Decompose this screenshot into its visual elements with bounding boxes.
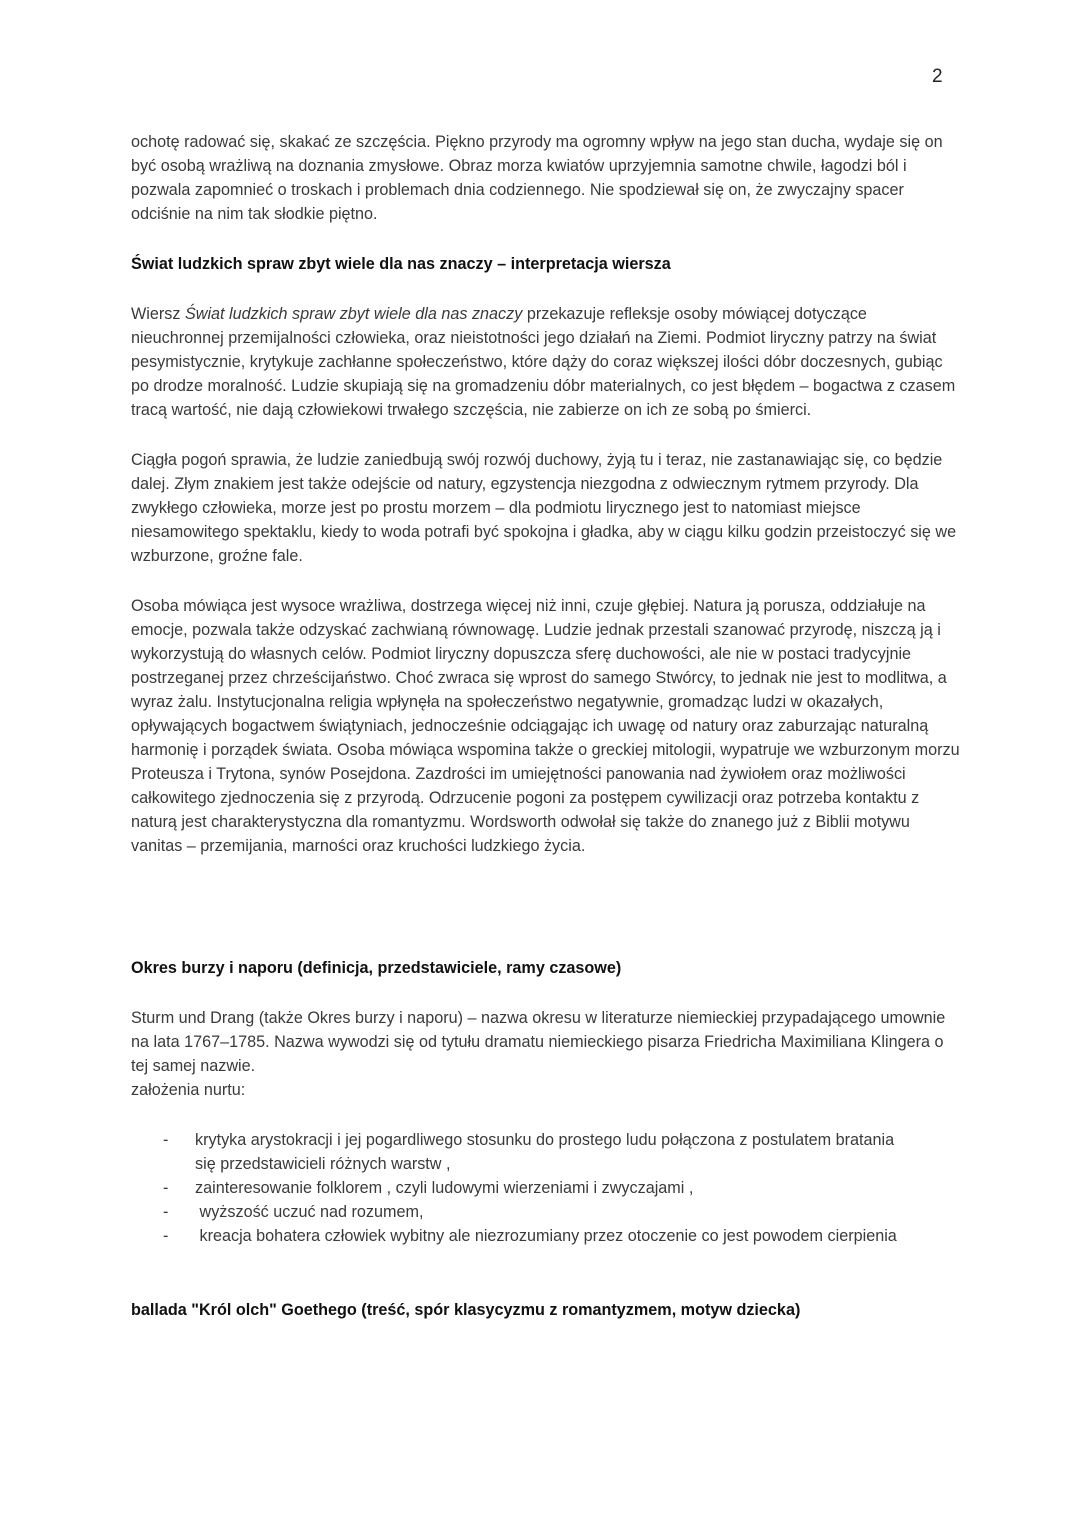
- bullet-dash: -: [163, 1179, 169, 1197]
- sturm-und-drang-intro: Sturm und Drang (także Okres burzy i naporu) – nazwa okresu w literaturze niemieckiej przypadającego umownie na lata 1767–1785. Nazwa wywodzi się od tytułu dramatu niemieckiego pisarza Friedricha Maximiliana Klingera o tej samej nazwie.: [131, 1009, 946, 1075]
- spacer: [131, 858, 961, 956]
- section-heading-poem-interpretation: Świat ludzkich spraw zbyt wiele dla nas znaczy – interpretacja wiersza: [131, 255, 671, 273]
- spacer: [131, 1248, 961, 1298]
- spacer: [131, 226, 961, 252]
- section-heading-sturm-und-drang: Okres burzy i naporu (definicja, przedstawiciele, ramy czasowe): [131, 959, 622, 977]
- list-item-text: zainteresowanie folklorem , czyli ludowymi wierzeniami i zwyczajami ,: [195, 1179, 694, 1197]
- list-item: [131, 1128, 905, 1176]
- interpretation-paragraph-2: Ciągła pogoń sprawia, że ludzie zaniedbują swój rozwój duchowy, żyją tu i teraz, nie zastanawiając się, co będzie dalej. Złym znakiem jest także odejście od natury, egzystencja niezgodna z odwiecznym rytmem przyrody. Dla zwykłego człowieka, morze jest po prostu morzem – dla podmiotu lirycznego jest to natomiast miejsce niesamowitego spektaklu, kiedy to woda potrafi być spokojna i gładka, aby w ciągu kilku godzin przeistoczyć się we wzburzone, groźne fale.: [131, 451, 957, 565]
- assumptions-label: założenia nurtu:: [131, 1081, 246, 1099]
- interpretation-paragraph-3: Osoba mówiąca jest wysoce wrażliwa, dostrzega więcej niż inni, czuje głębiej. Natura ją porusza, oddziałuje na emocje, pozwala także odzyskać zachwianą równowagę. Ludzie jednak przestali szanować przyrodę, niszczą ją i wykorzystują do własnych celów. Podmiot liryczny dopuszcza sferę duchowości, ale nie w postaci tradycyjnie postrzeganej przez chrześcijaństwo. Choć zwraca się wprost do samego Stwórcy, to jednak nie jest to modlitwa, a wyraz żalu. Instytucjonalna religia wpłynęła na społeczeństwo negatywnie, gromadząc ludzi w okazałych, opływających bogactwem świątyniach, jednocześnie odciągając ich uwagę od natury oraz zaburzając naturalną harmonię i porządek świata. Osoba mówiąca wspomina także o greckiej mitologii, wypatruje we wzburzonym morzu Proteusza i Trytona, synów Posejdona. Zazdrości im umiejętności panowania nad żywiołem oraz możliwości całkowitego zjednoczenia się z przyrodą. Odrzucenie pogoni za postępem cywilizacji oraz potrzeba kontaktu z naturą jest charakterystyczna dla romantyzmu. Wordsworth odwołał się także do znanego już z Biblii motywu vanitas – przemijania, marności oraz kruchości ludzkiego życia.: [131, 597, 960, 855]
- bullet-dash: -: [163, 1131, 169, 1149]
- spacer: [131, 276, 961, 302]
- continuation-paragraph: ochotę radować się, skakać ze szczęścia. Piękno przyrody ma ogromny wpływ na jego stan ducha, wydaje się on być osobą wrażliwą na doznania zmysłowe. Obraz morza kwiatów uprzyjemnia samotne chwile, łagodzi ból i pozwala zapomnieć o troskach i problemach dnia codziennego. Nie spodziewał się on, że zwyczajny spacer odciśnie na nim tak słodkie piętno.: [131, 133, 943, 223]
- spacer: [131, 422, 961, 448]
- list-item: [131, 1176, 905, 1200]
- list-item-text: krytyka arystokracji i jej pogardliwego stosunku do prostego ludu połączona z postulatem bratania się przedstawicieli różnych warstw ,: [195, 1131, 895, 1173]
- spacer: [131, 980, 961, 1006]
- poem-title: Świat ludzkich spraw zbyt wiele dla nas znaczy: [184, 305, 523, 323]
- spacer: [131, 1102, 961, 1128]
- bullet-dash: -: [163, 1227, 169, 1245]
- page-number: 2: [932, 66, 943, 87]
- paragraph-prefix: Wiersz: [131, 305, 185, 323]
- section-heading-erlking-ballad: ballada "Król olch" Goethego (treść, spór klasycyzmu z romantyzmem, motyw dziecka): [131, 1301, 801, 1319]
- spacer: [131, 568, 961, 594]
- paragraph-rest: przekazuje refleksje osoby mówiącej dotyczące nieuchronnej przemijalności człowieka, oraz nieistotności jego działań na Ziemi. Podmiot liryczny patrzy na świat pesymistycznie, krytykuje zachłanne społeczeństwo, które dąży do coraz większej ilości dóbr doczesnych, gubiąc po drodze moralność. Ludzie skupiają się na gromadzeniu dóbr materialnych, co jest błędem – bogactwa z czasem tracą wartość, nie dają człowiekowi trwałego szczęścia, nie zabierze on ich ze sobą po śmierci.: [131, 305, 956, 419]
- interpretation-paragraph-1: [131, 302, 961, 422]
- bullet-dash: -: [163, 1203, 169, 1221]
- list-item: [131, 1224, 905, 1248]
- list-item-text: kreacja bohatera człowiek wybitny ale niezrozumiany przez otoczenie co jest powodem cierpienia: [195, 1227, 897, 1245]
- assumptions-list: [131, 1128, 961, 1248]
- document-body: [131, 130, 961, 1322]
- list-item: [131, 1200, 905, 1224]
- list-item-text: wyższość uczuć nad rozumem,: [195, 1203, 424, 1221]
